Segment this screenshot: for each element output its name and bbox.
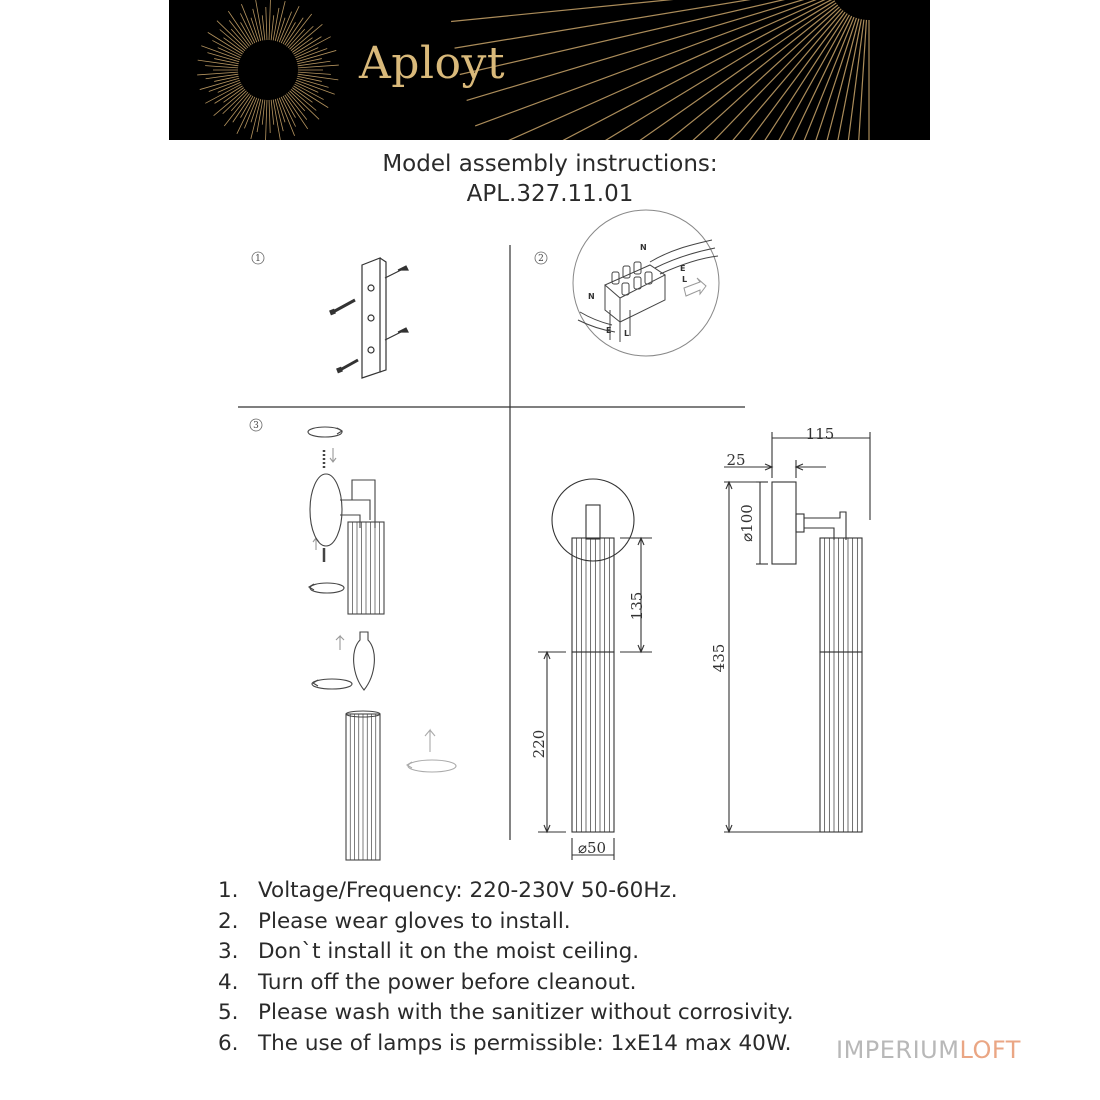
dim-height: 435 [710, 643, 728, 673]
safety-notes [218, 876, 794, 1059]
front-view [538, 479, 652, 860]
dim-canopy: ⌀100 [738, 504, 756, 542]
step-1-bracket [252, 252, 408, 378]
svg-text:L: L [624, 329, 630, 338]
dim-diameter: ⌀50 [577, 839, 607, 857]
brand-name: Aployt [359, 38, 506, 89]
page-title: Model assembly instructions: [382, 151, 718, 177]
list-item: 6. The use of lamps is permissible: 1xE14 max 40W. [218, 1030, 792, 1056]
canopy-plate [552, 479, 634, 561]
mounting-bracket-icon [330, 258, 408, 378]
canopy-side [772, 482, 796, 564]
svg-text:N: N [588, 292, 595, 301]
svg-text:E: E [680, 264, 686, 273]
svg-text:N: N [640, 243, 647, 252]
list-item: 2. Please wear gloves to install. [218, 908, 571, 934]
step-2-number: 2 [538, 254, 544, 264]
svg-text:L: L [682, 275, 688, 284]
dim-lower: 220 [530, 729, 548, 759]
step-2-wiring [535, 210, 719, 356]
dim-upper: 135 [628, 591, 646, 621]
step-3-number: 3 [253, 421, 259, 431]
list-item: 5. Please wash with the sanitizer without corrosivity. [218, 1000, 794, 1025]
dim-plate: 25 [726, 451, 746, 469]
lamp-assembly-icon [308, 427, 456, 860]
svg-text:E: E [606, 326, 612, 335]
step-3-assembly [250, 419, 456, 860]
list-item: 4. Turn off the power before cleanout. [218, 969, 637, 995]
step-1-number: 1 [255, 254, 261, 264]
watermark: IMPERIUMLOFT [836, 1036, 1021, 1064]
list-item: 3. Don`t install it on the moist ceiling. [218, 939, 640, 964]
model-number: APL.327.11.01 [466, 181, 634, 207]
dim-depth: 115 [805, 425, 835, 443]
side-view [724, 432, 870, 832]
list-item: 1. Voltage/Frequency: 220-230V 50-60Hz. [218, 878, 678, 903]
